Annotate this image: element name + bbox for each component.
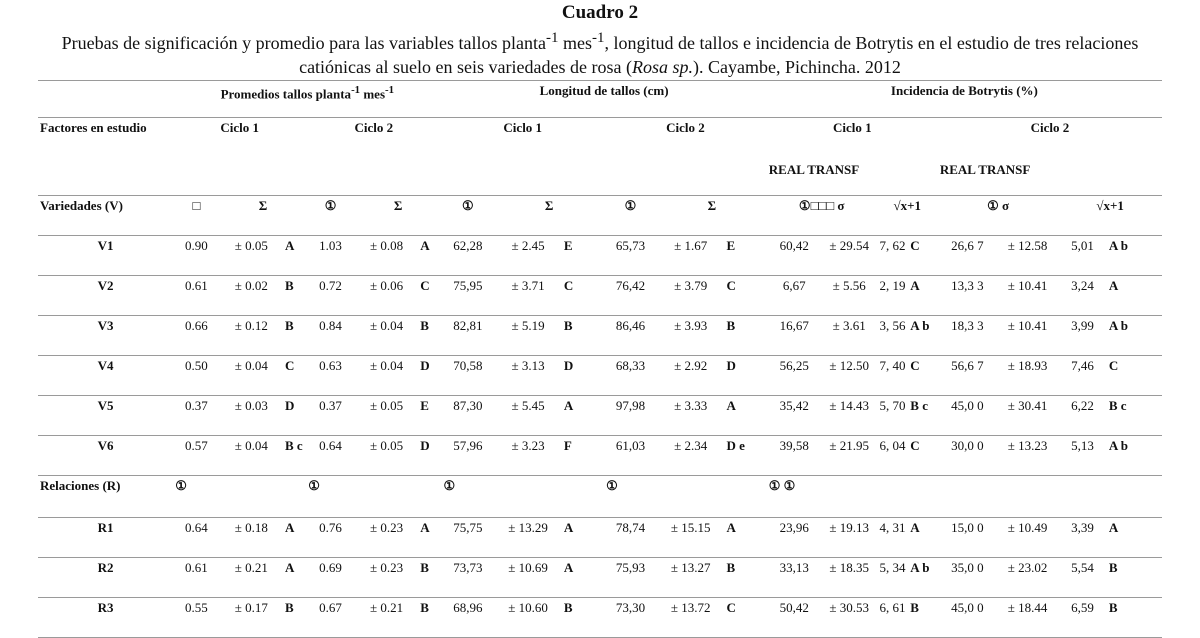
value-cell: ± 10.41 xyxy=(997,276,1058,316)
relaciones-header-row xyxy=(38,476,1162,518)
table-title: Cuadro 2 xyxy=(561,2,639,23)
value-cell: ± 0.05 xyxy=(220,236,283,276)
relation-row-label: R2 xyxy=(38,558,173,598)
cycle-header: Ciclo 2 xyxy=(604,118,767,160)
variety-row-label: V6 xyxy=(38,436,173,476)
significance-letter: D xyxy=(418,356,441,396)
significance-letter: B xyxy=(908,598,938,638)
symbol-header: Σ xyxy=(544,198,554,213)
significance-letter: A b xyxy=(1107,236,1162,276)
group-header-longitud: Longitud de tallos (cm) xyxy=(441,81,766,118)
cycle-header-row xyxy=(38,118,1162,160)
value-cell: 0.69 xyxy=(306,558,355,598)
factors-label: Factores en estudio xyxy=(38,118,173,160)
significance-letter: B xyxy=(283,598,306,638)
value-cell: 13,3 3 xyxy=(938,276,997,316)
value-cell: 62,28 xyxy=(441,236,494,276)
value-cell: 87,30 xyxy=(441,396,494,436)
value-cell: ± 13.29 xyxy=(494,518,562,558)
symbol-header: ① xyxy=(604,476,767,518)
value-cell: ± 0.04 xyxy=(220,436,283,476)
symbol-header: √x+1 xyxy=(893,198,922,213)
value-cell: ± 30.41 xyxy=(997,396,1058,436)
value-cell: 0.90 xyxy=(173,236,219,276)
value-cell: ± 18.44 xyxy=(997,598,1058,638)
significance-letter: A xyxy=(283,558,306,598)
significance-letter: C xyxy=(1107,356,1162,396)
value-cell: 61,03 xyxy=(604,436,657,476)
caption-line-2: catiónicas al suelo en seis variedades de rosa (Rosa sp.). Cayambe, Pichincha. 2012 xyxy=(299,57,901,77)
value-cell: 45,0 0 xyxy=(938,598,997,638)
value-cell: 5, 34 xyxy=(877,558,909,598)
value-cell: 0.72 xyxy=(306,276,355,316)
significance-letter: D xyxy=(283,396,306,436)
value-cell: ± 2.92 xyxy=(657,356,725,396)
variety-row xyxy=(38,396,1162,436)
significance-letter: A b xyxy=(1107,316,1162,356)
significance-letter: D xyxy=(724,356,766,396)
value-cell: 30,0 0 xyxy=(938,436,997,476)
relation-row xyxy=(38,598,1162,638)
significance-letter: A xyxy=(283,236,306,276)
symbol-header: Σ xyxy=(393,198,403,213)
significance-letter: C xyxy=(908,236,938,276)
value-cell: ± 0.04 xyxy=(355,316,418,356)
value-cell: 75,75 xyxy=(441,518,494,558)
significance-letter: C xyxy=(562,276,604,316)
value-cell: 75,93 xyxy=(604,558,657,598)
value-cell: 6, 61 xyxy=(877,598,909,638)
value-cell: 5,13 xyxy=(1058,436,1107,476)
value-cell: 0.61 xyxy=(173,558,219,598)
value-cell: 0.55 xyxy=(173,598,219,638)
significance-letter: E xyxy=(418,396,441,436)
significance-letter: B xyxy=(1107,598,1162,638)
value-cell: ± 18.93 xyxy=(997,356,1058,396)
value-cell: 82,81 xyxy=(441,316,494,356)
value-cell: 0.61 xyxy=(173,276,219,316)
value-cell: 86,46 xyxy=(604,316,657,356)
value-cell: 0.63 xyxy=(306,356,355,396)
significance-letter: C xyxy=(418,276,441,316)
value-cell: 68,96 xyxy=(441,598,494,638)
significance-letter: B c xyxy=(1107,396,1162,436)
value-cell: 3,99 xyxy=(1058,316,1107,356)
group-header-tallos: Promedios tallos planta$^{-1}$ mes$^{-1}$ xyxy=(173,81,441,118)
value-cell: 7,46 xyxy=(1058,356,1107,396)
value-cell: ± 0.18 xyxy=(220,518,283,558)
value-cell: 15,0 0 xyxy=(938,518,997,558)
value-cell: ± 3.71 xyxy=(494,276,562,316)
value-cell: 39,58 xyxy=(767,436,822,476)
significance-letter: C xyxy=(908,436,938,476)
value-cell: 0.66 xyxy=(173,316,219,356)
value-cell: 78,74 xyxy=(604,518,657,558)
value-cell: 75,95 xyxy=(441,276,494,316)
value-cell: 26,6 7 xyxy=(938,236,997,276)
symbol-header: ① xyxy=(324,198,337,213)
value-cell: ± 13.27 xyxy=(657,558,725,598)
group-header-row xyxy=(38,81,1162,118)
value-cell: 0.64 xyxy=(173,518,219,558)
value-cell: ± 10.41 xyxy=(997,316,1058,356)
symbol-header: ① xyxy=(624,198,637,213)
value-cell: ± 5.19 xyxy=(494,316,562,356)
variety-row xyxy=(38,316,1162,356)
value-cell: ± 0.21 xyxy=(220,558,283,598)
significance-letter: A xyxy=(1107,276,1162,316)
blank-cell xyxy=(38,81,173,118)
significance-letter: A xyxy=(562,558,604,598)
value-cell: 97,98 xyxy=(604,396,657,436)
value-cell: 73,73 xyxy=(441,558,494,598)
value-cell: ± 29.54 xyxy=(822,236,877,276)
value-cell: 5, 70 xyxy=(877,396,909,436)
value-cell: 6,59 xyxy=(1058,598,1107,638)
blank-cell xyxy=(38,160,767,196)
value-cell: 16,67 xyxy=(767,316,822,356)
value-cell: 76,42 xyxy=(604,276,657,316)
relation-row xyxy=(38,558,1162,598)
real-transf-label: REAL TRANSF xyxy=(767,160,938,196)
significance-letter: B xyxy=(418,316,441,356)
value-cell: 35,0 0 xyxy=(938,558,997,598)
significance-letter: A b xyxy=(1107,436,1162,476)
value-cell: ± 3.23 xyxy=(494,436,562,476)
symbol-header: ①□□□ σ xyxy=(798,198,845,213)
value-cell: 70,58 xyxy=(441,356,494,396)
variety-row-label: V2 xyxy=(38,276,173,316)
group-header-botrytis: Incidencia de Botrytis (%) xyxy=(767,81,1162,118)
value-cell: ± 2.45 xyxy=(494,236,562,276)
relation-row-label: R1 xyxy=(38,518,173,558)
value-cell: ± 0.23 xyxy=(355,558,418,598)
value-cell: ± 10.69 xyxy=(494,558,562,598)
cycle-header: Ciclo 1 xyxy=(173,118,306,160)
value-cell: 56,25 xyxy=(767,356,822,396)
value-cell: ± 30.53 xyxy=(822,598,877,638)
cycle-header: Ciclo 1 xyxy=(767,118,938,160)
significance-letter: B xyxy=(283,316,306,356)
significance-letter: A xyxy=(1107,518,1162,558)
caption-line-1: Pruebas de significación y promedio para las variables tallos planta$^{-1}$ mes$^{-1}$, longitud de tallos e incidencia de Botrytis en el estudio de tres relaciones xyxy=(61,30,1139,53)
value-cell: 3,24 xyxy=(1058,276,1107,316)
significance-letter: C xyxy=(724,276,766,316)
value-cell: 68,33 xyxy=(604,356,657,396)
significance-letter: B xyxy=(724,316,766,356)
symbol-header: ① xyxy=(306,476,441,518)
symbol-header: ① xyxy=(441,476,604,518)
value-cell: 18,3 3 xyxy=(938,316,997,356)
value-cell: ± 3.13 xyxy=(494,356,562,396)
significance-letter: B xyxy=(562,598,604,638)
significance-letter: F xyxy=(562,436,604,476)
value-cell: 3, 56 xyxy=(877,316,909,356)
value-cell: ± 0.12 xyxy=(220,316,283,356)
value-cell: 1.03 xyxy=(306,236,355,276)
significance-letter: B xyxy=(418,598,441,638)
symbol-header: □ xyxy=(192,198,201,213)
significance-letter: A xyxy=(908,276,938,316)
value-cell: 0.37 xyxy=(173,396,219,436)
symbol-header: Σ xyxy=(258,198,268,213)
significance-letter: B xyxy=(418,558,441,598)
value-cell: 0.50 xyxy=(173,356,219,396)
significance-letter: A xyxy=(562,518,604,558)
significance-letter: A xyxy=(418,236,441,276)
value-cell: ± 0.04 xyxy=(355,356,418,396)
value-cell: 35,42 xyxy=(767,396,822,436)
value-cell: 0.64 xyxy=(306,436,355,476)
significance-letter: B xyxy=(724,558,766,598)
value-cell: 6,67 xyxy=(767,276,822,316)
value-cell: ± 19.13 xyxy=(822,518,877,558)
value-cell: ± 0.06 xyxy=(355,276,418,316)
variety-row xyxy=(38,356,1162,396)
symbol-header: ① xyxy=(173,476,306,518)
significance-letter: E xyxy=(562,236,604,276)
symbol-header: ① ① xyxy=(767,476,1162,518)
value-cell: 57,96 xyxy=(441,436,494,476)
value-cell: 5,54 xyxy=(1058,558,1107,598)
value-cell: 60,42 xyxy=(767,236,822,276)
significance-letter: C xyxy=(908,356,938,396)
value-cell: 4, 31 xyxy=(877,518,909,558)
value-cell: 5,01 xyxy=(1058,236,1107,276)
variety-row-label: V3 xyxy=(38,316,173,356)
variedades-header-row xyxy=(38,196,1162,236)
value-cell: ± 5.45 xyxy=(494,396,562,436)
value-cell: ± 23.02 xyxy=(997,558,1058,598)
variety-row-label: V5 xyxy=(38,396,173,436)
value-cell: 50,42 xyxy=(767,598,822,638)
variety-row xyxy=(38,236,1162,276)
variety-row-label: V1 xyxy=(38,236,173,276)
significance-letter: A b xyxy=(908,558,938,598)
value-cell: ± 13.72 xyxy=(657,598,725,638)
value-cell: 0.76 xyxy=(306,518,355,558)
value-cell: 73,30 xyxy=(604,598,657,638)
cycle-header: Ciclo 2 xyxy=(306,118,441,160)
significance-letter: A xyxy=(724,396,766,436)
value-cell: ± 0.23 xyxy=(355,518,418,558)
value-cell: 0.57 xyxy=(173,436,219,476)
table-caption xyxy=(0,26,1200,79)
value-cell: ± 13.23 xyxy=(997,436,1058,476)
value-cell: ± 10.49 xyxy=(997,518,1058,558)
significance-letter: E xyxy=(724,236,766,276)
significance-letter: D e xyxy=(724,436,766,476)
variety-row xyxy=(38,436,1162,476)
value-cell: ± 12.50 xyxy=(822,356,877,396)
value-cell: 45,0 0 xyxy=(938,396,997,436)
significance-letter: A xyxy=(562,396,604,436)
significance-letter: B c xyxy=(283,436,306,476)
value-cell: 23,96 xyxy=(767,518,822,558)
significance-letter: B xyxy=(1107,558,1162,598)
value-cell: ± 12.58 xyxy=(997,236,1058,276)
symbol-header: ① σ xyxy=(987,198,1010,213)
value-cell: ± 15.15 xyxy=(657,518,725,558)
variety-row xyxy=(38,276,1162,316)
value-cell: ± 0.03 xyxy=(220,396,283,436)
relation-row xyxy=(38,518,1162,558)
significance-letter: D xyxy=(562,356,604,396)
significance-letter: B xyxy=(562,316,604,356)
real-transf-row xyxy=(38,160,1162,196)
value-cell: ± 3.79 xyxy=(657,276,725,316)
value-cell: ± 3.61 xyxy=(822,316,877,356)
real-transf-label: REAL TRANSF xyxy=(938,160,1162,196)
relation-row-label: R3 xyxy=(38,598,173,638)
cycle-header: Ciclo 1 xyxy=(441,118,604,160)
symbol-header: ① xyxy=(462,198,474,213)
significance-letter: A xyxy=(418,518,441,558)
value-cell: 65,73 xyxy=(604,236,657,276)
value-cell: ± 0.08 xyxy=(355,236,418,276)
value-cell: 0.37 xyxy=(306,396,355,436)
symbol-header: √x+1 xyxy=(1096,198,1124,213)
significance-letter: A xyxy=(283,518,306,558)
value-cell: ± 21.95 xyxy=(822,436,877,476)
variedades-label: Variedades (V) xyxy=(40,198,123,213)
value-cell: ± 2.34 xyxy=(657,436,725,476)
value-cell: 6, 04 xyxy=(877,436,909,476)
significance-letter: A xyxy=(908,518,938,558)
value-cell: 0.84 xyxy=(306,316,355,356)
value-cell: ± 0.17 xyxy=(220,598,283,638)
value-cell: ± 0.05 xyxy=(355,436,418,476)
variety-row-label: V4 xyxy=(38,356,173,396)
value-cell: ± 0.21 xyxy=(355,598,418,638)
value-cell: ± 5.56 xyxy=(822,276,877,316)
value-cell: 2, 19 xyxy=(877,276,909,316)
value-cell: ± 0.04 xyxy=(220,356,283,396)
value-cell: ± 0.02 xyxy=(220,276,283,316)
significance-letter: D xyxy=(418,436,441,476)
value-cell: ± 3.93 xyxy=(657,316,725,356)
significance-letter: A b xyxy=(908,316,938,356)
symbol-header: Σ xyxy=(707,198,717,213)
cycle-header: Ciclo 2 xyxy=(938,118,1162,160)
value-cell: 56,6 7 xyxy=(938,356,997,396)
value-cell: 3,39 xyxy=(1058,518,1107,558)
value-cell: 6,22 xyxy=(1058,396,1107,436)
significance-letter: A xyxy=(724,518,766,558)
results-table xyxy=(38,80,1162,638)
value-cell: 33,13 xyxy=(767,558,822,598)
significance-letter: C xyxy=(724,598,766,638)
value-cell: ± 0.05 xyxy=(355,396,418,436)
significance-letter: C xyxy=(283,356,306,396)
value-cell: ± 1.67 xyxy=(657,236,725,276)
value-cell: 0.67 xyxy=(306,598,355,638)
value-cell: ± 18.35 xyxy=(822,558,877,598)
value-cell: ± 14.43 xyxy=(822,396,877,436)
value-cell: 7, 40 xyxy=(877,356,909,396)
significance-letter: B c xyxy=(908,396,938,436)
value-cell: 7, 62 xyxy=(877,236,909,276)
significance-letter: B xyxy=(283,276,306,316)
relaciones-label: Relaciones (R) xyxy=(38,476,173,518)
value-cell: ± 3.33 xyxy=(657,396,725,436)
value-cell: ± 10.60 xyxy=(494,598,562,638)
